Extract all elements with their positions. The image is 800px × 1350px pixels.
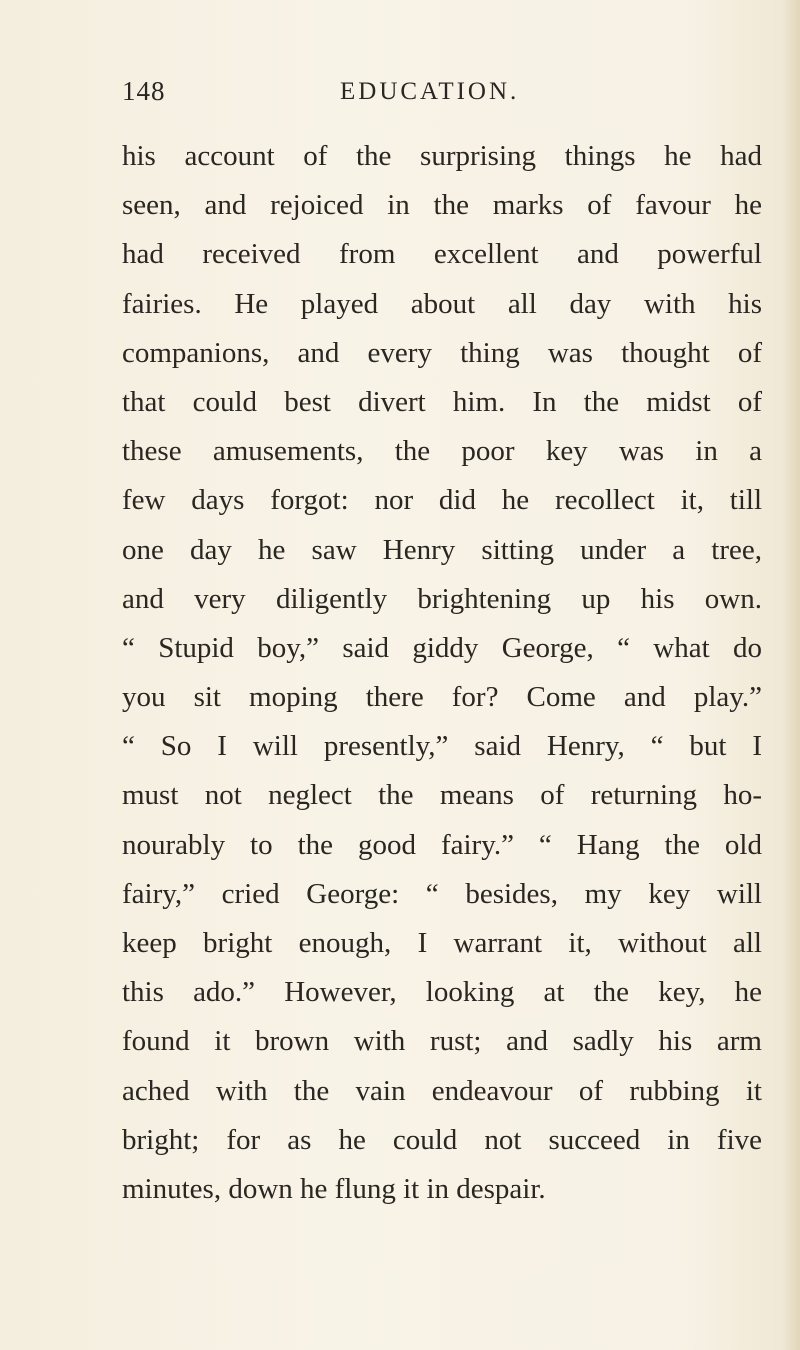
text-line: must not neglect the means of returning ho- bbox=[122, 779, 762, 812]
text-line: and very diligently brightening up his own. bbox=[122, 582, 762, 615]
page-edge-shadow bbox=[782, 0, 800, 1350]
text-line: companions, and every thing was thought of bbox=[122, 336, 762, 369]
text-line: you sit moping there for? Come and play.” bbox=[122, 681, 762, 714]
text-line: fairy,” cried George: “ besides, my key will bbox=[122, 877, 762, 910]
text-line: that could best divert him. In the midst of bbox=[122, 385, 762, 418]
text-line: fairies. He played about all day with his bbox=[122, 287, 762, 320]
page-number: 148 bbox=[122, 76, 166, 106]
text-line: this ado.” However, looking at the key, he bbox=[122, 976, 762, 1009]
text-line: few days forgot: nor did he recollect it, till bbox=[122, 484, 762, 517]
text-line: nourably to the good fairy.” “ Hang the old bbox=[122, 828, 762, 861]
running-head bbox=[122, 76, 682, 116]
text-line: found it brown with rust; and sadly his arm bbox=[122, 1025, 762, 1058]
text-line: ached with the vain endeavour of rubbing it bbox=[122, 1074, 762, 1107]
text-line: his account of the surprising things he had bbox=[122, 140, 762, 172]
text-line: bright; for as he could not succeed in five bbox=[122, 1123, 762, 1156]
text-line: one day he saw Henry sitting under a tree, bbox=[122, 533, 762, 566]
text-line: “ So I will presently,” said Henry, “ but I bbox=[122, 730, 762, 763]
text-line: “ Stupid boy,” said giddy George, “ what do bbox=[122, 631, 762, 664]
text-line: these amusements, the poor key was in a bbox=[122, 435, 762, 468]
text-line: seen, and rejoiced in the marks of favour he bbox=[122, 189, 762, 222]
running-title: EDUCATION. bbox=[340, 78, 520, 105]
text-line: keep bright enough, I warrant it, without all bbox=[122, 927, 762, 959]
body-text bbox=[122, 132, 762, 1214]
text-line: minutes, down he flung it in despair. bbox=[122, 1172, 546, 1205]
text-line: had received from excellent and powerful bbox=[122, 238, 762, 271]
